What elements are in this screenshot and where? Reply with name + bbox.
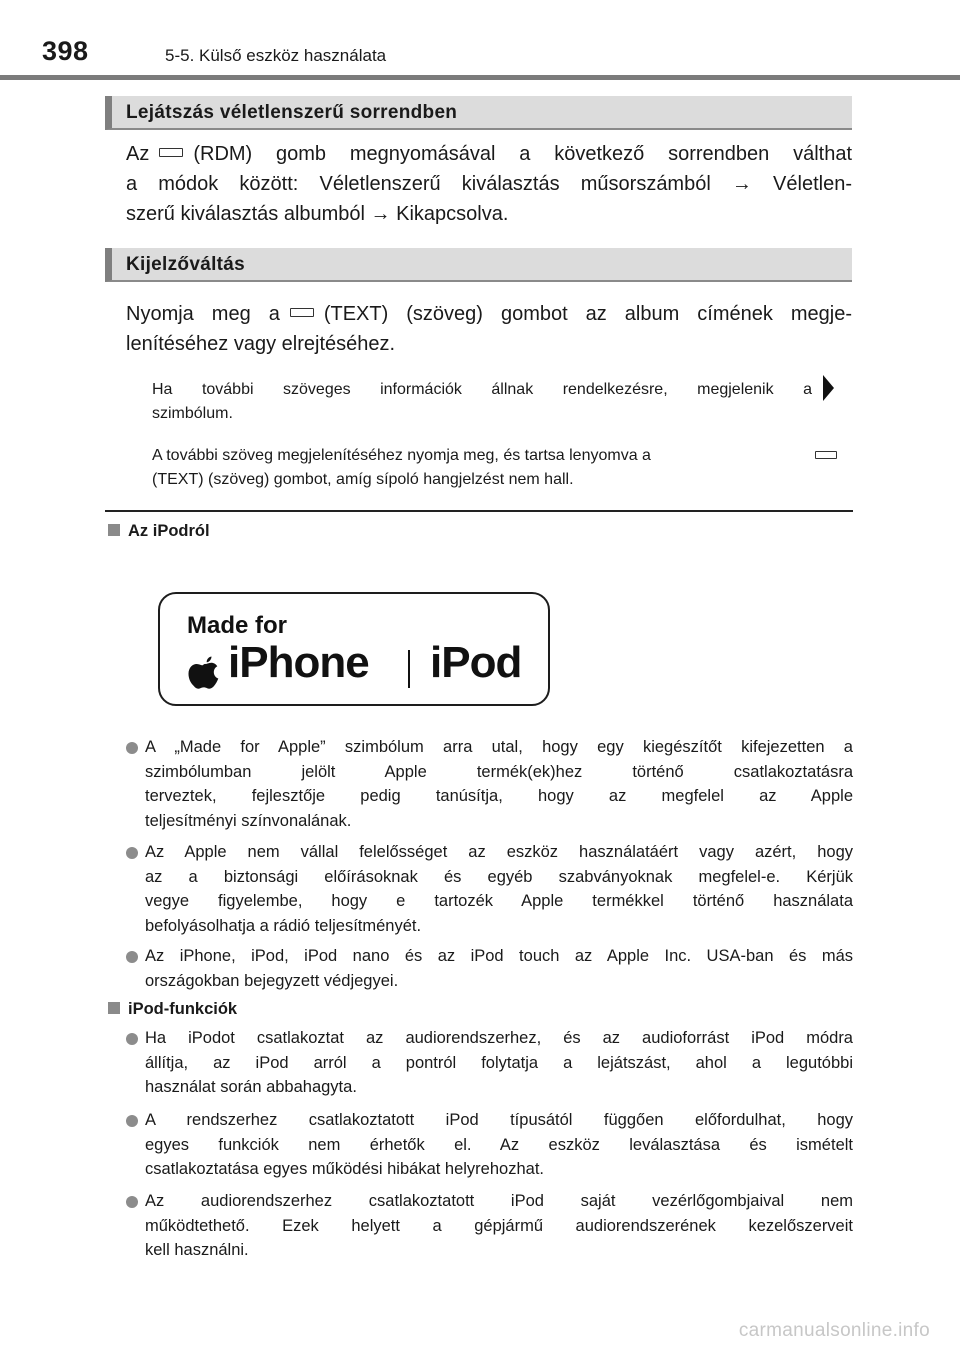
made-for-iphone-ipod-logo: Made for iPhone iPod: [158, 592, 550, 706]
body-line: lenítéséhez vagy elrejtéséhez.: [126, 333, 396, 355]
subheading-ipod-functions: iPod-funkciók: [108, 1000, 237, 1019]
section-title: Lejátszás véletlenszerű sorrendben: [126, 102, 458, 123]
section-divider: [105, 510, 853, 512]
section2-body: [126, 299, 852, 359]
button-icon: [290, 308, 314, 317]
bullet-icon: [126, 1115, 138, 1127]
button-icon: [159, 148, 183, 157]
body-line: szerű kiválasztás albumból → Kikapcsolva.: [126, 203, 509, 225]
body-line: a módok között: Véletlenszerű kiválasztás műsorszámból → Véletlen-: [126, 173, 852, 195]
note-1: Ha további szöveges információk állnak rendelkezésre, megjelenik a szimbólum.: [152, 381, 812, 422]
bullet-icon: [126, 1033, 138, 1045]
body-line: Nyomja meg a (TEXT) (szöveg) gombot az album címének megje-: [126, 303, 852, 325]
bullet-icon: [126, 742, 138, 754]
section-title: Kijelzőváltás: [126, 254, 246, 275]
section-header-display: [105, 248, 852, 282]
header-rule: [0, 75, 960, 80]
apple-logo-icon: [187, 652, 223, 694]
section-header-random: [105, 96, 852, 130]
body-line: Az (RDM) gomb megnyomásával a következő sorrendben válthat: [126, 143, 852, 165]
square-bullet-icon: [108, 524, 120, 536]
button-icon: [815, 451, 837, 459]
bullet-icon: [126, 1196, 138, 1208]
logo-separator: [408, 650, 410, 688]
play-arrow-icon: [820, 374, 836, 402]
page-number: 398: [42, 36, 89, 66]
chapter-title: 5-5. Külső eszköz használata: [165, 46, 387, 65]
subheading-about-ipod: Az iPodról: [108, 522, 210, 541]
note-2: A további szöveg megjelenítéséhez nyomja meg, és tartsa lenyomva a (TEXT) (szöveg) gombot, amíg sípoló hangjelzést nem hall.: [152, 447, 651, 488]
bullet-icon: [126, 951, 138, 963]
square-bullet-icon: [108, 1002, 120, 1014]
bullet-icon: [126, 847, 138, 859]
section1-body: [126, 139, 852, 229]
watermark: carmanualsonline.info: [738, 1320, 930, 1341]
